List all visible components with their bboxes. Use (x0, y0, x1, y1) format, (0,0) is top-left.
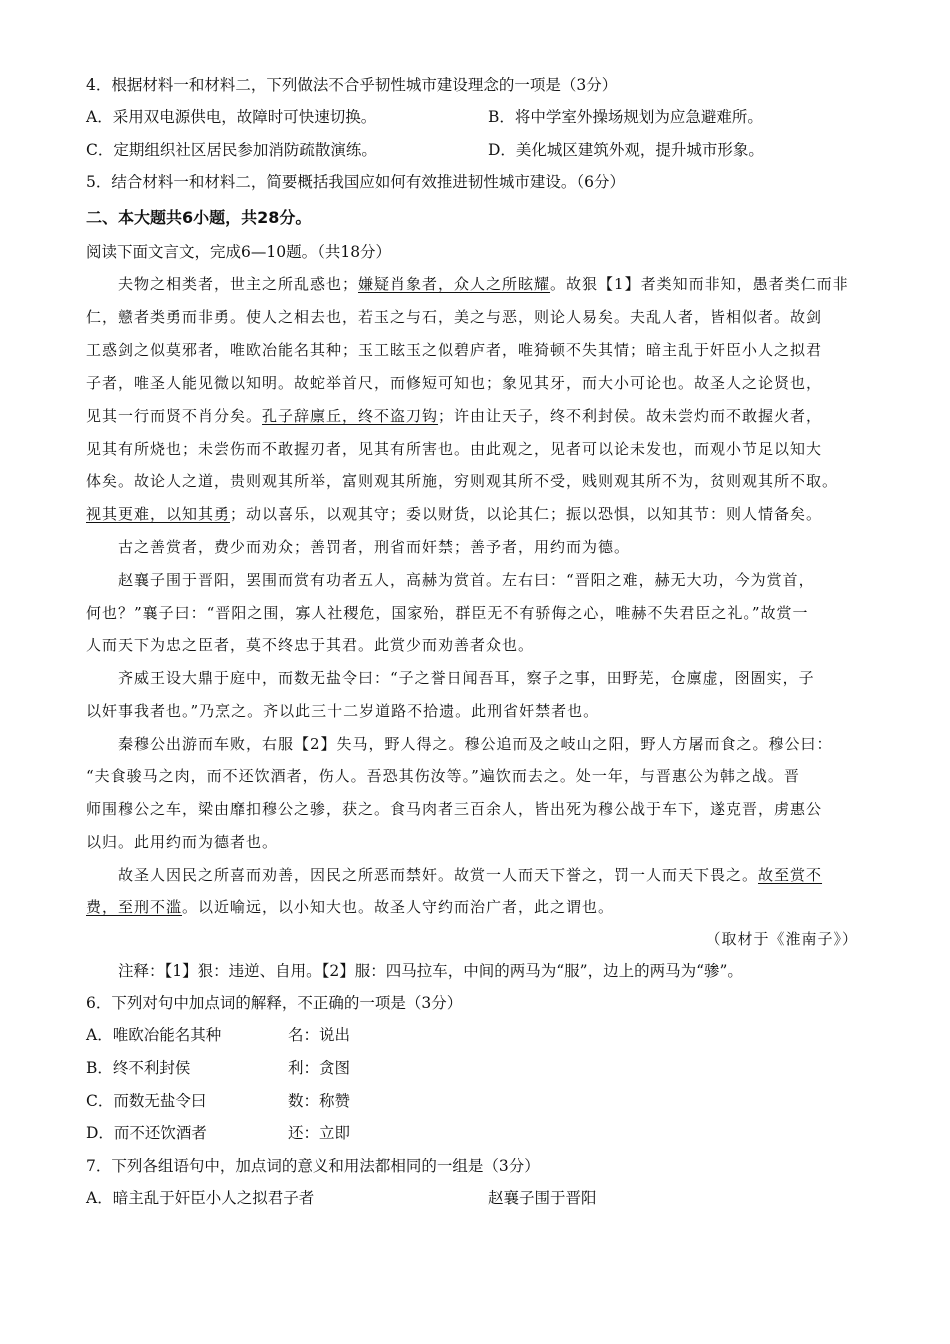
passage-line: 何也？”襄子曰：“晋阳之围，寡人社稷危，国家殆，群臣无不有骄侮之心，唯赫不失君臣之礼。”故赏一 (86, 604, 809, 622)
q6-option-b: B．终不利封侯 (86, 1059, 191, 1077)
passage-line: 体矣。故论人之道，贵则观其所举，富则观其所施，穷则观其所不受，贱则观其所不为，贫则观其所不取。 (86, 472, 839, 490)
passage-line: 仁，戆者类勇而非勇。使人之相去也，若玉之与石，美之与恶，则论人易矣。夫乱人者，皆相似者。故剑 (86, 308, 823, 326)
underlined-sentence: 孔子辞廪丘，终不盗刀钩 (262, 407, 439, 425)
passage-text: 。以近喻远，以小知大也。故圣人守约而治广者，此之谓也。 (182, 898, 615, 916)
q6-option-c-gloss: 数：称赞 (288, 1092, 351, 1110)
passage-text: ；动以喜乐，以观其守；委以财货，以论其仁；振以恐惧，以知其节：则人情备矣。 (230, 505, 823, 523)
q6-option-b-gloss: 利：贪图 (288, 1059, 351, 1077)
passage-line: 子者，唯圣人能见微以知明。故蛇举首尺，而修短可知也；象见其牙，而大小可论也。故圣人之论贤也， (86, 374, 823, 392)
q7-option-a-right: 赵襄子围于晋阳 (488, 1189, 597, 1207)
q6-option-c: C．而数无盐令曰 (86, 1092, 207, 1110)
q6-option-a-gloss: 名：说出 (288, 1026, 351, 1044)
q4-stem: 4．根据材料一和材料二，下列做法不合乎韧性城市建设理念的一项是（3分） (86, 76, 618, 94)
passage-text: ；许由让天子，终不利封侯。故未尝灼而不敢握火者， (438, 407, 823, 425)
q7-stem: 7．下列各组语句中，加点词的意义和用法都相同的一组是（3分） (86, 1157, 540, 1175)
underlined-sentence: 费，至刑不滥 (86, 898, 183, 916)
passage-line (118, 864, 822, 886)
passage-line: 见其有所烧也；未尝伤而不敢握刃者，见其有所害也。由此观之，见者可以论未发也，而观小节足以知大 (86, 440, 823, 458)
passage-line (86, 405, 822, 427)
q4-option-c: C．定期组织社区居民参加消防疏散演练。 (86, 141, 377, 159)
q4-option-a: A．采用双电源供电，故障时可快速切换。 (86, 108, 377, 126)
passage-line: “夫食骏马之肉，而不还饮酒者，伤人。吾恐其伤汝等。”遍饮而去之。处一年，与晋惠公为韩之战。晋 (86, 767, 800, 785)
underlined-sentence: 故至赏不 (758, 866, 823, 884)
passage-line (86, 503, 822, 525)
q6-stem: 6．下列对句中加点词的解释，不正确的一项是（3分） (86, 994, 463, 1012)
passage-text: 见其一行而贤不肖分矣。 (86, 407, 263, 425)
q6-option-d-gloss: 还：立即 (288, 1124, 351, 1142)
passage-line: 师围穆公之车，梁由靡扣穆公之骖，获之。食马肉者三百余人，皆出死为穆公战于车下，遂克晋，虏惠公 (86, 800, 823, 818)
q5-stem: 5．结合材料一和材料二，简要概括我国应如何有效推进韧性城市建设。（6分） (86, 173, 625, 191)
passage-line: 古之善赏者，费少而劝众；善罚者，刑省而奸禁；善予者，用约而为德。 (118, 538, 631, 556)
passage-line: 秦穆公出游而车败，右服【2】失马，野人得之。穆公追而及之岐山之阳，野人方屠而食之。穆公曰： (118, 735, 833, 753)
passage-line (86, 896, 614, 918)
passage-notes: 注释：【1】狠：违逆、自用。【2】服：四马拉车，中间的两马为“服”，边上的两马为“骖”。 (118, 962, 743, 980)
section-intro: 阅读下面文言文，完成6—10题。（共18分） (86, 243, 392, 261)
passage-text: 故圣人因民之所喜而劝善，因民之所恶而禁奸。故赏一人而天下誉之，罚一人而天下畏之。 (118, 866, 759, 884)
q4-option-b: B．将中学室外操场规划为应急避难所。 (488, 108, 763, 126)
passage-text: 。故狠【1】者类知而非知，愚者类仁而非 (550, 275, 849, 293)
underlined-sentence: 嫌疑肖象者，众人之所眩耀 (358, 275, 551, 293)
q4-option-d: D．美化城区建筑外观，提升城市形象。 (488, 141, 764, 159)
q6-option-d: D．而不还饮酒者 (86, 1124, 207, 1142)
section-title: 二、本大题共6小题，共28分。 (86, 208, 312, 227)
passage-line: 赵襄子围于晋阳，罢围而赏有功者五人，高赫为赏首。左右曰：“晋阳之难，赫无大功，今为赏首， (118, 571, 815, 589)
passage-line: 以奸事我者也。”乃烹之。齐以此三十二岁道路不拾遗。此刑省奸禁者也。 (86, 702, 600, 720)
underlined-sentence: 视其更难，以知其勇 (86, 505, 231, 523)
q7-option-a-left: A．暗主乱于奸臣小人之拟君子者 (86, 1189, 315, 1207)
passage-line: 以归。此用约而为德者也。 (86, 833, 279, 851)
passage-line: 齐威王设大鼎于庭中，而数无盐令曰：“子之誉日闻吾耳，察子之事，田野芜，仓廪虚，囹圄实，子 (118, 669, 815, 687)
passage-line (118, 273, 849, 295)
passage-text: 夫物之相类者，世主之所乱惑也； (118, 275, 359, 293)
passage-line: 人而天下为忠之臣者，莫不终忠于其君。此赏少而劝善者众也。 (86, 636, 535, 654)
passage-source: （取材于《淮南子》） (705, 930, 858, 948)
passage-line: 工惑剑之似莫邪者，唯欧冶能名其种；玉工眩玉之似碧庐者，唯猗顿不失其情；暗主乱于奸臣小人之拟君 (86, 341, 823, 359)
q6-option-a: A．唯欧冶能名其种 (86, 1026, 222, 1044)
